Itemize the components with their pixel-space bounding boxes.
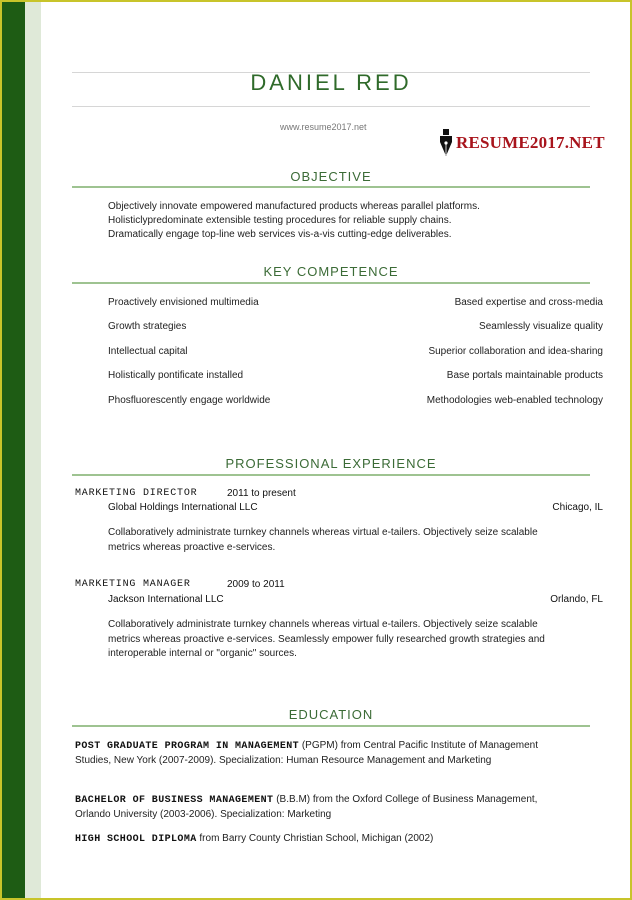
website-link[interactable]: www.resume2017.net: [280, 122, 367, 132]
competence-item: Intellectual capital: [108, 346, 188, 357]
job-description: Collaboratively administrate turnkey channels whereas virtual e-tailers. Objectively seize scalable metrics whereas proactive e-services.: [108, 527, 538, 553]
education-entry: [75, 739, 575, 768]
education-degree: POST GRADUATE PROGRAM IN MANAGEMENT: [75, 741, 300, 752]
competence-heading: KEY COMPETENCE: [263, 264, 399, 279]
competence-item: Holistically pontificate installed: [108, 370, 244, 381]
education-degree: HIGH SCHOOL DIPLOMA: [75, 834, 197, 845]
objective-line: Objectively innovate empowered manufactured products whereas parallel platforms.: [108, 201, 480, 212]
job-company: Global Holdings International LLC: [108, 502, 258, 513]
job-location: Orlando, FL: [550, 594, 603, 605]
objective-line: Dramatically engage top-line web services vis-a-vis cutting-edge deliverables.: [108, 229, 452, 240]
education-entry: [75, 832, 575, 847]
objective-rule: [72, 186, 590, 188]
competence-item: Proactively envisioned multimedia: [108, 297, 259, 308]
job-dates: 2009 to 2011: [227, 579, 285, 590]
logo-text: RESUME2017.NET: [456, 133, 605, 152]
education-detail: (PGPM) from Central Pacific Institute of Management Studies, New York (2007-2009). Specialization: Human Resource Management and Marketing: [75, 740, 539, 766]
name-bottom-rule: [72, 106, 590, 107]
job-description: Collaboratively administrate turnkey channels whereas virtual e-tailers. Objectively seize scalable metrics whereas proactive e-services. Seamlessly empower fully researched growth strategies and interoperable internal or "organic" sources.: [108, 619, 545, 659]
education-detail: (B.B.M) from the Oxford College of Business Management, Orlando University (2003-2006). Specialization: Marketing: [75, 794, 538, 820]
competence-rule: [72, 282, 590, 284]
sidebar-light-stripe: [25, 2, 41, 898]
competence-item: Base portals maintainable products: [446, 370, 603, 381]
job-location: Chicago, IL: [552, 502, 603, 513]
job-title: MARKETING DIRECTOR: [75, 488, 198, 499]
competence-item: Methodologies web-enabled technology: [426, 395, 603, 406]
resume2017-logo: [438, 128, 605, 158]
candidate-name: DANIEL RED: [250, 70, 412, 95]
experience-rule: [72, 474, 590, 476]
education-degree: BACHELOR OF BUSINESS MANAGEMENT: [75, 795, 274, 806]
competence-item: Seamlessly visualize quality: [479, 321, 603, 332]
competence-item: Growth strategies: [108, 321, 187, 332]
experience-heading: PROFESSIONAL EXPERIENCE: [225, 456, 437, 471]
objective-heading: OBJECTIVE: [290, 169, 372, 184]
competence-item: Phosfluorescently engage worldwide: [108, 395, 271, 406]
competence-item: Superior collaboration and idea-sharing: [428, 346, 603, 357]
education-heading: EDUCATION: [288, 707, 374, 722]
education-rule: [72, 725, 590, 727]
job-company: Jackson International LLC: [108, 594, 224, 605]
fountain-pen-nib-icon: [438, 128, 454, 158]
job-dates: 2011 to present: [227, 488, 296, 499]
competence-item: Based expertise and cross-media: [454, 297, 603, 308]
education-detail: from Barry County Christian School, Michigan (2002): [196, 833, 434, 844]
objective-line: Holisticlypredominate extensible testing procedures for reliable supply chains.: [108, 215, 452, 226]
sidebar-dark-stripe: [2, 2, 25, 898]
job-title: MARKETING MANAGER: [75, 579, 191, 590]
education-entry: [75, 793, 575, 822]
